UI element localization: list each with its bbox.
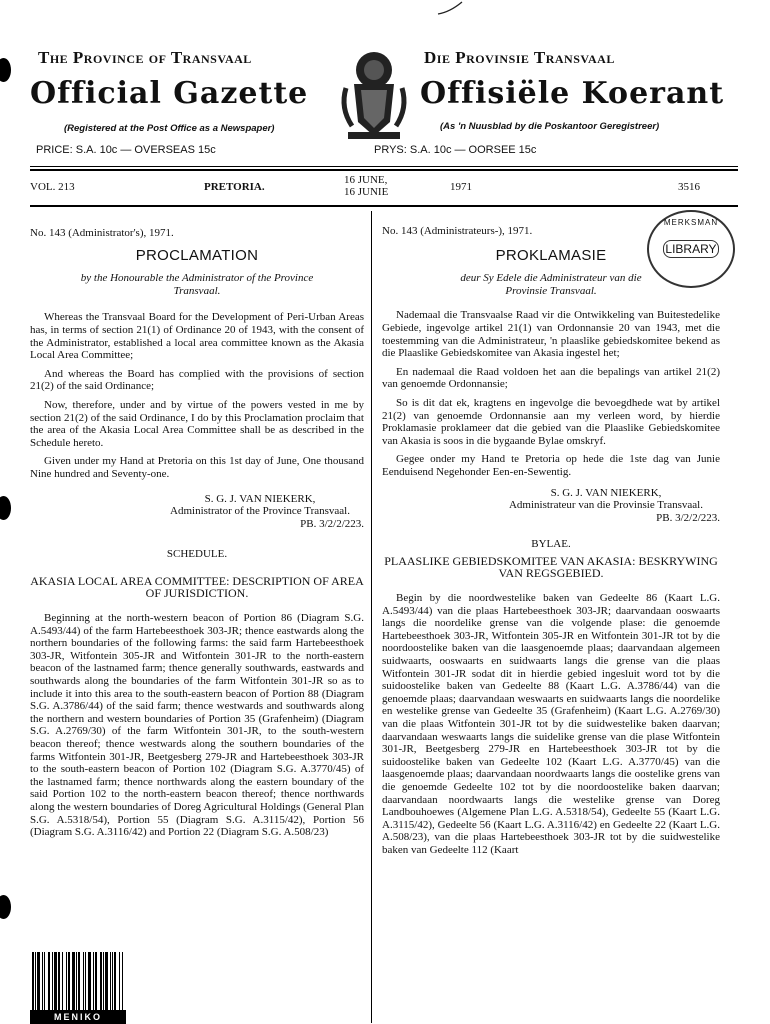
coat-of-arms-icon [334, 44, 414, 144]
left-price: PRICE: S.A. 10c — OVERSEAS 15c [36, 144, 216, 156]
right-paragraph: Nademaal die Transvaalse Raad vir die Ontwikkeling van Buitestedelike Gebiede, ingevolge artikel 21(1) van Ordonnansie 20 van 1943, met die toestemming van die Administrateur, 'n plaaslike gebiedskomitee bekend as die Plaaslike Gebiedskomitee van Akasia ingestel het; [382, 309, 720, 360]
binder-hole [0, 496, 11, 520]
right-column [382, 225, 720, 863]
left-signature [30, 493, 364, 518]
left-schedule-text: Beginning at the north-western beacon of Portion 86 (Diagram S.G. A.5493/44) of the farm Hartebeesthoek 303-JR; thence eastwards along the northern boundaries of the following farms: the said farm Hartebeesthoek 303-JR, Witfontein 305-JR and Witfontein 301-JR to the north-eastern beacon of the lastnamed farm; thence generally southwards, eastwards and southwards along the boundaries of the farm Witfontein 301-JR so as to include it into this area to the south-eastern beacon of Portion 88 (Diagram S.G. A.3786/44) of the said farm; thence westwards and southwards along the northern and western boundaries of Portion 35 (Grafenheim) (Diagram S.G. A.2769/30) of the farm Witfontein 301-JR, to the south-western beacon thereof; thence westwards along the southern boundaries of the farms Witfontein 301-JR, Beetgesberg 279-JR and Hartebeesthoek 303-JR to the south-eastern beacon of Portion 102 (Diagram S.G. A.3770/45) of the lastnamed farm; thence northwards along the eastern boundary of the said Portion 102 to the north-eastern beacon thereof; thence northwards along the western boundaries of Doreg Agricultural Holdings (General Plan S.G. A.5318/54), Portion 55 (Diagram S.G. A.3115/42), Portion 56 (Diagram S.G. A.3116/42) and Portion 22 (Diagram S.G. A.508/23) [30, 612, 364, 839]
header-rule [30, 169, 738, 171]
left-paragraph: Now, therefore, under and by virtue of the powers vested in me by section 21(2) of the said Ordinance, I do by this Proclamation proclaim that the area of the Akasia Local Area Committee shall be as described in the Schedule hereto. [30, 398, 364, 449]
issue-rule [30, 205, 738, 207]
column-divider [371, 211, 372, 1023]
left-proclamation-number: No. 143 (Administrator's), 1971. [30, 227, 174, 239]
binder-hole [0, 58, 11, 82]
issue-date-af: 16 JUNIE [344, 186, 389, 198]
left-paragraph: Whereas the Transvaal Board for the Development of Peri-Urban Areas has, in terms of section 21(1) of Ordinance 20 of 1943, with the consent of the Administrator, established a local area committee known as the Akasia Local Area Committee; [30, 311, 364, 362]
issue-date-en: 16 JUNE, [344, 174, 388, 186]
right-paragraph: Gegee onder my Hand te Pretoria op hede die 1ste dag van Junie Eenduisend Negehonder Een-en-Sewentig. [382, 453, 720, 478]
right-signature [382, 487, 720, 512]
right-paragraph: So is dit dat ek, kragtens en ingevolge die bevoegdhede wat by artikel 21(2) van genoemde Ordonnansie aan my verleen word, by hierdie Proklamasie proklameer dat die gebied van die Plaaslike Gebiedskomitee van Akasia is soos in die bygaande Bylae omskryf. [382, 396, 720, 447]
left-title-main: Official Gazette [30, 76, 309, 111]
right-proclamation-subtitle: deur Sy Edele die Administrateur van die Provinsie Transvaal. [460, 272, 642, 297]
right-schedule-heading: PLAASLIKE GEBIEDSKOMITEE VAN AKASIA: BESKRYWING VAN REGSGEBIED. [384, 553, 718, 581]
left-paragraph: Given under my Hand at Pretoria on this 1st day of June, One thousand Nine hundred and Seventy-one. [30, 455, 364, 480]
right-schedule-title: BYLAE. [531, 538, 571, 551]
right-paragraph: En nademaal die Raad voldoen het aan die bepalings van artikel 21(2) van genoemde Ordonnansie; [382, 365, 720, 391]
barcode-bars [30, 952, 126, 1012]
stamp-top-text: MERKSMAN [663, 218, 719, 227]
right-proclamation-number: No. 143 (Administrateurs-), 1971. [382, 225, 533, 237]
left-signature-name: S. G. J. VAN NIEKERK, [204, 492, 316, 505]
right-signature-title: Administrateur van die Provinsie Transvaal. [508, 499, 703, 512]
left-schedule-title: SCHEDULE. [166, 548, 228, 561]
right-schedule-text: Begin by die noordwestelike baken van Gedeelte 86 (Kaart L.G. A.5493/44) van die plaas Hartebeesthoek 303-JR; daarvandaan ooswaarts langs die noordelike grense van die volgende plase: die genoemde Hartebeesthoek 303-JR, Witfontein 305-JR en Witfontein 301-JR tot by die noordoostelike baken van die laasgenoemde plaas; daarvandaan algemeen suidwaarts, ooswaarts en suidwaarts langs die grense van die plaas Witfontein 301-JR sodat dit in hierdie gebied ingesluit word tot by die suidoostelike baken van Gedeelte 88 (Kaart L.G. A.3786/44) van die genoemde plaas; daarvandaan weswaarts en suidwaarts langs die noordelike en westelike grense van Gedeelte 35 (Grafenheim) (Kaart L.G. A.2769/30) van die plaas Witfontein 301-JR tot by die suidwestelike baken daarvan; daarvandaan weswaarts langs die suidelike grense van die plase Witfontein 301-JR, Beetgesberg 279-JR en Hartebeesthoek 303-JR tot by die suidoostelike baken van Gedeelte 102 (Kaart L.G. A.3770/45) van die laasgenoemde plaas; daarvandaan noordwaarts langs die oostelike grens van die genoemde Gedeelte 102 tot by die noordoostelike baken daarvan; daarvandaan noordwaarts langs die westelike grense van Doreg Landbouhoewes (Algemene Plan L.G. A.5318/54), Gedeelte 55 (Kaart L.G. A.3115/42), Gedeelte 56 (Kaart L.G. A.3116/42) en Gedeelte 22 (Kaart L.G. A.508/23), van die plaas Hartebeesthoek 303-JR tot by die suidwestelike baken van Gedeelte 112 (Kaart [382, 592, 720, 856]
left-schedule-heading: AKASIA LOCAL AREA COMMITTEE: DESCRIPTION OF AREA OF JURISDICTION. [30, 573, 364, 601]
pen-mark [436, 0, 466, 18]
issue-date [344, 174, 388, 198]
left-signature-title: Administrator of the Province Transvaal. [170, 505, 350, 518]
stamp-middle-text: LIBRARY [663, 240, 719, 258]
right-price: PRYS: S.A. 10c — OORSEE 15c [374, 144, 537, 156]
left-proclamation-title: PROCLAMATION [135, 246, 259, 264]
volume: VOL. 213 [30, 181, 75, 193]
right-title-main: Offisiële Koerant [420, 76, 725, 111]
right-registered: (As 'n Nuusblad by die Poskantoor Geregistreer) [440, 121, 660, 132]
left-paragraph: And whereas the Board has complied with the provisions of section 21(2) of the said Ordinance; [30, 367, 364, 393]
barcode-label: MENIKO [30, 1010, 126, 1024]
left-proclamation-subtitle: by the Honourable the Administrator of the Province Transvaal. [80, 272, 314, 297]
left-column [30, 227, 364, 845]
left-registered: (Registered at the Post Office as a Newspaper) [64, 123, 275, 134]
right-proclamation-title: PROKLAMASIE [495, 246, 607, 264]
right-signature-name: S. G. J. VAN NIEKERK, [550, 486, 662, 499]
barcode [30, 952, 126, 1024]
issue-year: 1971 [450, 181, 472, 193]
right-title-top: Die Provinsie Transvaal [424, 48, 615, 67]
binder-hole [0, 895, 11, 919]
right-signature-ref: PB. 3/2/2/223. [656, 511, 720, 524]
left-signature-ref: PB. 3/2/2/223. [300, 517, 364, 530]
issue-number: 3516 [678, 181, 700, 193]
header-rule [30, 166, 738, 167]
left-title-top: The Province of Transvaal [38, 48, 252, 67]
city: PRETORIA. [204, 181, 265, 193]
